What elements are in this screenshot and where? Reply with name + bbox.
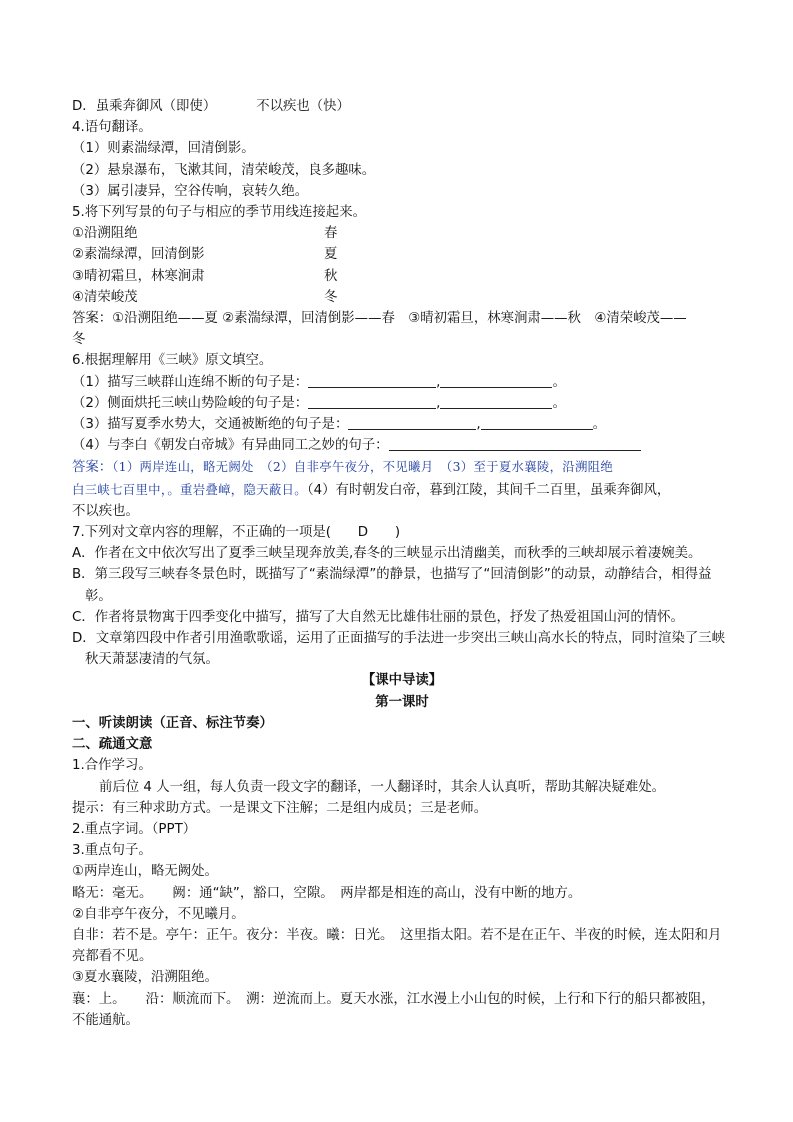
q6-item-4 <box>72 435 732 456</box>
q6-sep: , <box>476 417 481 433</box>
tip: 提示：有三种求助方式。一是课文下注解；二是组内成员；三是老师。 <box>72 800 488 816</box>
fill-blank[interactable] <box>440 393 552 409</box>
fill-blank[interactable] <box>440 372 552 388</box>
option-d-right: 不以疾也（快） <box>256 99 350 114</box>
q6-answer-hand-2: 白三峡七百里中，。重岩叠嶂，隐天蔽日。 <box>72 481 307 497</box>
q5-match-table <box>72 223 732 308</box>
q5-sentence-2: ②素湍绿潭，回清倒影 <box>72 247 205 263</box>
step-1-heading: 一、听读朗读（正音、标注节奏） <box>72 715 273 731</box>
q5-answer: 答案：①沿溯阻绝——夏 ②素湍绿潭，回清倒影——春 ③晴初霜旦，林寒涧肃——秋 ④清荣峻茂—— <box>72 311 687 327</box>
sentence-2: ②自非亭午夜分，不见曦月。 <box>72 906 245 922</box>
section-heading: 【课中导读】 <box>361 673 443 689</box>
point-3: 3.重点句子。 <box>72 843 152 859</box>
fill-blank[interactable] <box>348 414 476 430</box>
fill-blank[interactable] <box>308 393 436 409</box>
q7-option-a: A．作者在文中依次写出了夏季三峡呈现奔放美,春冬的三峡显示出清幽美，而秋季的三峡却展示着凄婉美。 <box>72 546 702 562</box>
q6-item-3-text: （3）描写夏季水势大，交通被断绝的句子是： <box>72 417 349 433</box>
sentence-3: ③夏水襄陵，沿溯阻绝。 <box>72 970 218 986</box>
q5-season-3: 秋 <box>324 268 338 284</box>
q6-answer-3 <box>72 501 732 522</box>
section-subheading: 第一课时 <box>375 694 429 710</box>
point-1-body: 前后位 4 人一组，每人负责一段文字的翻译，一人翻译时，其余人认真听，帮助其解决疑难处。 <box>99 779 666 795</box>
q5-title: 5.将下列写景的句子与相应的季节用线连接起来。 <box>72 205 366 221</box>
q4-item-1: （1）则素湍绿潭，回清倒影。 <box>72 141 255 157</box>
q5-sentence-1: ①沿溯阻绝 <box>72 226 138 242</box>
q4-item-3: （3）属引凄异，空谷传响，哀转久绝。 <box>72 183 309 199</box>
sentence-1-note: 略无：毫无。 阙：通“缺”，豁口，空隙。 两岸都是相连的高山，没有中断的地方。 <box>72 885 582 901</box>
step-2-heading: 二、疏通文意 <box>72 737 153 753</box>
q4-title: 4.语句翻译。 <box>72 120 152 136</box>
q6-title: 6.根据理解用《三峡》原文填空。 <box>72 353 273 369</box>
q6-answer-print-3: 不以疾也。 <box>72 503 139 519</box>
q5-answer-cont: 冬 <box>72 332 86 348</box>
point-1: 1.合作学习。 <box>72 758 152 774</box>
q7-option-c: C．作者将景物寓于四季变化中描写，描写了大自然无比雄伟壮丽的景色，抒发了热爱祖国山河的情怀。 <box>72 609 684 625</box>
q6-item-4-text: （4）与李白《朝发白帝城》有异曲同工之妙的句子： <box>72 438 389 454</box>
q6-answer-label: 答案： <box>72 460 113 476</box>
q7-title: 7.下列对文章内容的理解，不正确的一项是( D ) <box>72 525 401 541</box>
q6-sep: , <box>436 395 441 411</box>
q6-answer-hand-1: （1）两岸连山，略无阙处 （2）自非亭午夜分，不见曦月 （3）至于夏水襄陵，沿溯阻绝 <box>112 459 614 475</box>
point-2: 2.重点字词。（PPT） <box>72 821 197 837</box>
option-d-left: D．虽乘奔御风（即使） <box>72 99 217 114</box>
fill-blank[interactable] <box>308 372 436 388</box>
sentence-3-note: 襄：上。 沿：顺流而下。 溯：逆流而上。夏天水涨，江水漫上小山包的时候，上行和下行的船只都被阻，不能通航。 <box>72 991 715 1028</box>
q5-season-2: 夏 <box>324 247 338 263</box>
q6-answer-1 <box>72 456 732 478</box>
fill-blank[interactable] <box>389 435 641 451</box>
document-page <box>72 96 732 1031</box>
q6-sep: , <box>436 374 441 390</box>
sentence-2-note: 自非：若不是。亭午：正午。夜分：半夜。曦：日光。 这里指太阳。若不是在正午、半夜的时候，连太阳和月亮都看不见。 <box>72 927 722 965</box>
q6-answer-print-2: （4）有时朝发白帝，暮到江陵，其间千二百里，虽乘奔御风， <box>306 482 671 498</box>
q6-item-1-text: （1）描写三峡群山连绵不断的句子是： <box>72 374 309 390</box>
q4-item-2: （2）悬泉瀑布，飞漱其间，清荣峻茂，良多趣味。 <box>72 162 376 178</box>
q7-option-d: D．文章第四段中作者引用渔歌歌谣，运用了正面描写的手法进一步突出三峡山高水长的特点，同时渲染了三峡秋天萧瑟凄清的气氛。 <box>72 631 726 668</box>
fill-blank[interactable] <box>481 414 593 430</box>
q7-option-b: B．第三段写三峡春冬景色时，既描写了“素湍绿潭”的静景，也描写了“回清倒影”的动景，动静结合，相得益彰。 <box>72 567 712 604</box>
q6-item-3 <box>72 414 732 435</box>
q6-answer-2 <box>72 479 732 501</box>
sentence-1: ①两岸连山，略无阙处。 <box>72 864 218 880</box>
q5-sentence-4: ④清荣峻茂 <box>72 289 138 305</box>
option-d-line <box>72 96 732 117</box>
q6-item-1 <box>72 372 732 393</box>
q6-end: 。 <box>552 374 566 390</box>
q6-end: 。 <box>592 417 606 433</box>
q5-season-4: 冬 <box>324 289 338 305</box>
q5-sentence-3: ③晴初霜旦，林寒涧肃 <box>72 268 205 284</box>
q5-season-1: 春 <box>324 226 338 242</box>
q6-item-2 <box>72 393 732 414</box>
q6-end: 。 <box>552 395 566 411</box>
q6-item-2-text: （2）侧面烘托三峡山势险峻的句子是： <box>72 395 309 411</box>
